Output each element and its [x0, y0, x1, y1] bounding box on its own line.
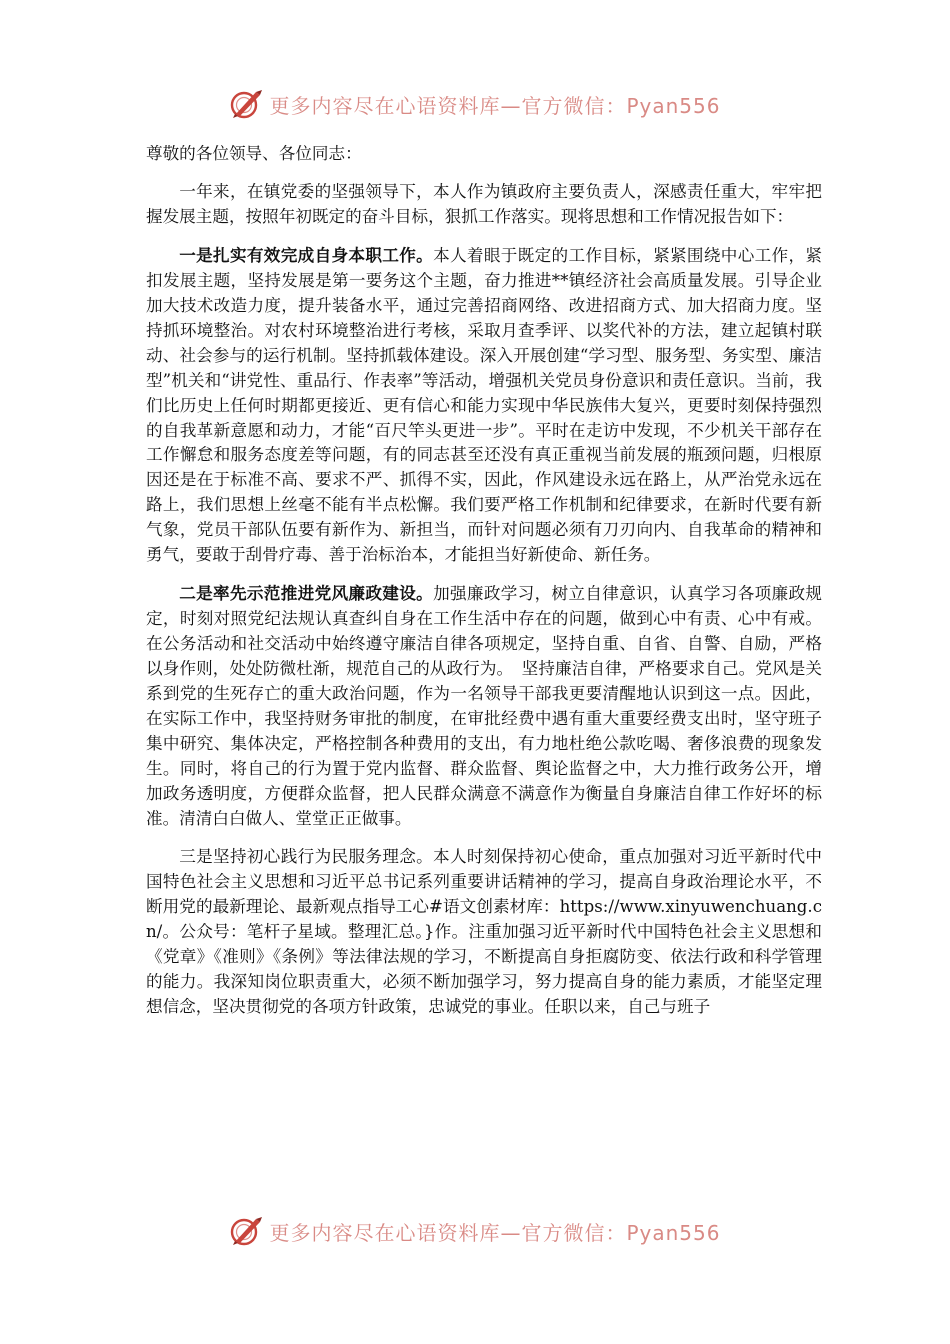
section-1-body: 本人着眼于既定的工作目标，紧紧围绕中心工作，紧扣发展主题，坚持发展是第一要务这个主题，奋力推进**镇经济社会高质量发展。引导企业加大技术改造力度，提升装备水平，通过完善招商网络、改进招商方式、加大招商力度。坚持抓环境整治。对农村环境整治进行考核，采取月查季评、以奖代补的方法，建立起镇村联动、社会参与的运行机制。坚持抓载体建设。深入开展创建“学习型、服务型、务实型、廉洁型”机关和“讲党性、重品行、作表率”等活动，增强机关党员身份意识和责任意识。当前，我们比历史上任何时期都更接近、更有信心和能力实现中华民族伟大复兴，更要时刻保持强烈的自我革新意愿和动力，才能“百尺竿头更进一步”。平时在走访中发现，不少机关干部存在工作懈怠和服务态度差等问题，有的同志甚至还没有真正重视当前发展的瓶颈问题，归根原因还是在于标准不高、要求不严、抓得不实，因此，作风建设永远在路上，从严治党永远在路上，我们思想上丝毫不能有半点松懈。我们要严格工作机制和纪律要求，在新时代要有新气象，党员干部队伍要有新作为、新担当，而针对问题必须有刀刃向内、自我革命的精神和勇气，要敢于刮骨疗毒、善于治标治本，才能担当好新使命、新任务。	[146, 245, 823, 565]
section-2-body: 加强廉政学习，树立自律意识，认真学习各项廉政规定，时刻对照党纪法规认真查纠自身在工作生活中存在的问题，做到心中有责、心中有戒。在公务活动和社交活动中始终遵守廉洁自律各项规定，坚持自重、自省、自警、自励，严格以身作则，处处防微杜渐，规范自己的从政行为。 坚持廉洁自律，严格要求自己。党风是关系到党的生死存亡的重大政治问题，作为一名领导干部我更要清醒地认识到这一点。因此，在实际工作中，我坚持财务审批的制度，在审批经费中遇有重大重要经费支出时，坚守班子集中研究、集体决定，严格控制各种费用的支出，有力地杜绝公款吃喝、奢侈浪费的现象发生。同时，将自己的行为置于党内监督、群众监督、舆论监督之中，大力推行政务公开，增加政务透明度，方便群众监督，把人民群众满意不满意作为衡量自身廉洁自律工作好坏的标准。清清白白做人、堂堂正正做事。	[146, 584, 823, 828]
header-watermark	[0, 82, 950, 126]
section-1-paragraph	[146, 243, 822, 568]
pen-circle-logo-icon	[229, 1214, 263, 1248]
intro-paragraph: 一年来，在镇党委的坚强领导下，本人作为镇政府主要负责人，深感责任重大，牢牢把握发展主题，按照年初既定的奋斗目标，狠抓工作落实。现将思想和工作情况报告如下：	[146, 181, 822, 226]
watermark-text: 更多内容尽在心语资料库—官方微信：Pyan556	[269, 93, 721, 118]
section-3-paragraph: 三是坚持初心践行为民服务理念。本人时刻保持初心使命，重点加强对习近平新时代中国特色社会主义思想和习近平总书记系列重要讲话精神的学习，提高自身政治理论水平，不断用党的最新理论、最新观点指导工心#语文创素材库：https://www.xinyuwenchuang.cn/。公众号：笔杆子星域。整理汇总。}作。注重加强习近平新时代中国特色社会主义思想和《党章》《准则》《条例》等法律法规的学习，不断提高自身拒腐防变、依法行政和科学管理的能力。我深知岗位职责重大，必须不断加强学习，努力提高自身的能力素质，才能坚定理想信念，坚决贯彻党的各项方针政策，忠诚党的事业。任职以来，自己与班子	[146, 846, 822, 1016]
section-2-paragraph	[146, 581, 822, 832]
section-2-heading: 二是率先示范推进党风廉政建设。	[179, 583, 434, 604]
footer-watermark	[0, 1209, 950, 1253]
watermark-text: 更多内容尽在心语资料库—官方微信：Pyan556	[269, 1220, 721, 1245]
section-1-heading: 一是扎实有效完成自身本职工作。	[179, 244, 434, 265]
document-body	[146, 142, 822, 1019]
salutation: 尊敬的各位领导、各位同志：	[146, 144, 362, 163]
pen-circle-logo-icon	[229, 87, 263, 121]
